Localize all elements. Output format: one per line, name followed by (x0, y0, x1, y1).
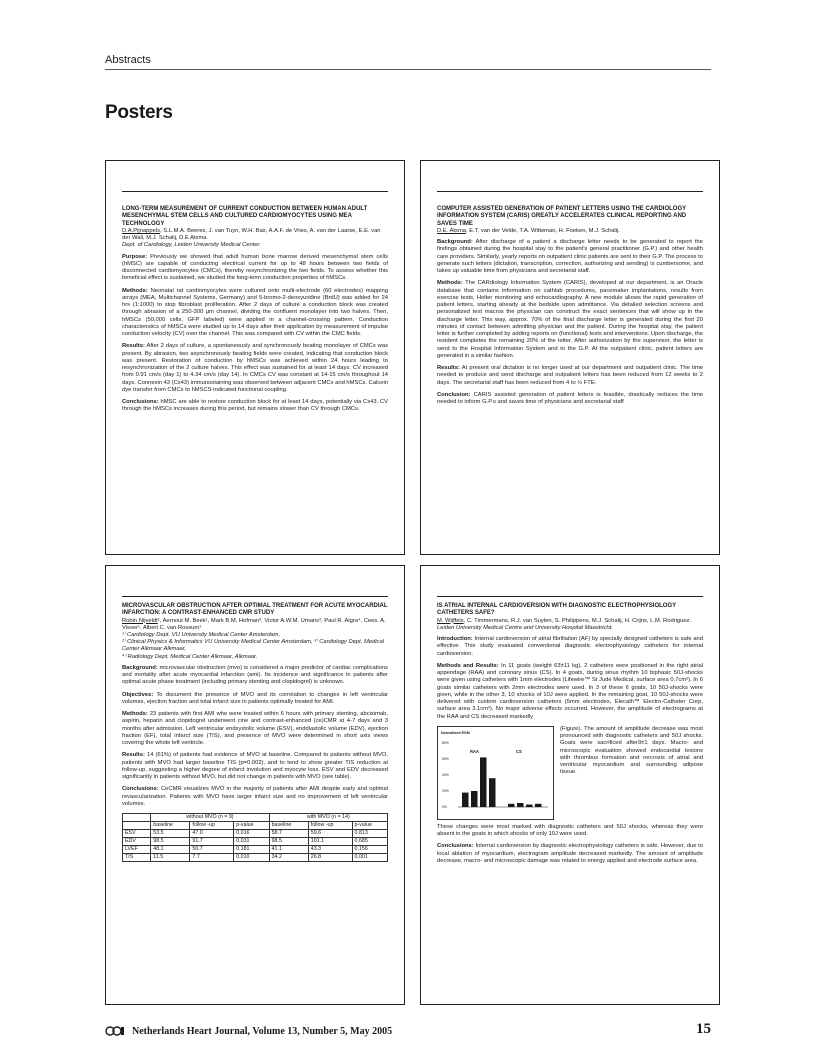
poster-authors: D.A.Pijnappels, S.L.M.A. Beeres, J. van Tuyn, W.H. Bax, A.A.F. de Vries, A. van der Laarse, E.E. van der Wall, M.J. Schalij, D.E Atsma. (122, 227, 381, 242)
chart-bar (471, 791, 478, 807)
chart-group-label: RAA (470, 748, 480, 754)
poster-conclusion: Conclusion: CARIS assisted generation of patient letters is feasible, drastically reduces the time needed to inform G.P.s and saves time of physicians and secretarial staff (437, 391, 703, 406)
poster-affiliation: ¹⁾ Cardiology Dept. VU University Medical Center Amsterdam, (122, 632, 281, 638)
chart-bar (508, 804, 515, 807)
poster-cardioversion (420, 565, 720, 1005)
poster-methods: Methods: Neonatal rat cardiomyocytes were cultured onto multi-electrode (60 electrodes) mapping arrays (MEA, Multichannel Systems, Germany) and 5-bromo-2-deoxyuridine (BrdU) was added for 24 hrs (1:1000) to stop fibroblast proliferation. After 2 days of culture a conduction block was created through abrasion of a 250-300 µm channel, dividing the confluent monolayer into two halves. Then, hMSCs (50,000 cells, GFP labeled) were applied in a channel-crossing pattern. Conduction characteristics of hMSCs were studied up to 14 days after their application by measurement of impulse conduction velocity (CV) over the channel. This was compared with CV within the CMC fields. (122, 287, 388, 337)
chart-bar (526, 804, 533, 806)
poster-title: MICROVASCULAR OBSTRUCTION AFTER OPTIMAL TREATMENT FOR ACUTE MYOCARDIAL INFARCTION: A CONTRAST-ENHANCED CMR STUDY (122, 603, 388, 617)
chart-bar (517, 803, 524, 807)
chart-ytick: 0% (442, 804, 447, 809)
table-row: ESV 53.5 47.0 0.016 58.7 59.6 0.813 (123, 830, 388, 838)
results-table (122, 813, 388, 862)
poster-figure-text: (Figure). The amount of amplitude decrease was most pronounced with diagnostic catheters and 50J shocks. Goats were sacrificed after9±1 days. Macro- and microscopic evaluation showed endocardial lesions with thrombus formation and necrosis of atrial and ventricular myocardium and surrounding adipose tissue. (560, 725, 703, 776)
poster-purpose: Purpose: Previously we showed that adult human bone marrow derived mesenchymal stem cells (hMSC) are capable of conducting electrical current for up to 48 hours between two fields of disconnected cardiomyocytes (CMCs), thereby resynchronizing the two fields. To assess whether this beneficial effect is sustained, we studied the long-term conduction properties of hMSCs. (122, 253, 388, 282)
table-col-header: p-value (352, 822, 387, 830)
table-col-header: follow -up (308, 822, 352, 830)
chart-ytick: 40% (442, 772, 449, 777)
poster-background: Background: microvascular obstruction (mvo) is considered a major predictor of cardiac complications and mortality after acute myocardial infarction (ami). Its incidence and significance in patients after optimal acute phase treatment (including primary stenting and clopidogrel) is unknown. (122, 664, 388, 686)
poster-introduction: Introduction: Internal cardioversion of atrial fibrillation (AF) by specially designed catheters is safe and effective. This study evaluated conventional diagnostic electrophysiology catheters for internal cardioversion. (437, 636, 703, 657)
table-col-header: baseline (151, 822, 190, 830)
section-label: Abstracts (105, 54, 151, 66)
poster-caris (420, 160, 720, 555)
table-group-header: with MVO (n = 14) (269, 814, 387, 822)
poster-conclusions: Conclusions: Internal cardioversion by diagnostic electrophysiology catheters is safe. However, due to local ablation of myocardium, electrogram amplitude decreased markedly. The amount of amplitude decrease, macro- and microscopic damage was related to energy applied and electrode surface area. (437, 843, 703, 864)
poster-methods: Methods: The CARdiology Information System (CARIS), developed at our department, is an Oracle database that contains information on cathlab procedures, pacemaker implantations, results from exercise tests, Holter monitoring and echocardiography. A new module allows the rapid generation of patient letters, starting already at the bedside upon admittance. Via detailed selection screens and personalized text macros the physician can construct the exact sentences that will show up in the discharge letter. This way, approx. 70% of the final discharge letter is generated during the first 20 minutes of contact between admitting physician and the patient. During the hospital stay, the patient letter is further completed by adding reports on (functional) tests and interventions. Upon discharge, the resident completes the remaining 20% of the letter. After authorization by the supervisor, the letter is send to the Hospital Information System and to the G.P. At the outpatient clinic, patient letters are generated in a similar fashion. (437, 280, 703, 359)
poster-affiliation: ⁴⁾ Radiology Dept. Medical Center Alkmaar, Alkmaar. (122, 653, 258, 660)
page-title: Posters (105, 102, 173, 123)
poster-title: COMPUTER ASSISTED GENERATION OF PATIENT LETTERS USING THE CARDIOLOGY INFORMATION SYSTEM (CARIS) GREATLY ACCELERATES CLINICAL REPORTING AND SAVES TIME (437, 206, 687, 227)
chart-bar (462, 792, 469, 806)
poster-objectives: Objectives: To document the presence of MVO and its correlation to changes in left ventricular volumes, ejection fraction and total infarct size in patients optimally treated for AMI. (122, 691, 388, 705)
footer-journal: Netherlands Heart Journal, Volume 13, Number 5, May 2005 (132, 1026, 393, 1037)
table-corner (123, 822, 151, 830)
poster-stem-cells (105, 160, 405, 555)
table-row: LVEF 48.1 50.7 0.181 41.1 43.3 0.156 (123, 846, 388, 854)
chart-ytick: 60% (442, 756, 449, 761)
table-col-header: baseline (269, 822, 308, 830)
chart-bar (480, 757, 487, 807)
egm-bar-chart (437, 726, 554, 820)
poster-affiliation: ²⁾ Clinical Physics & Informatics VU University Medical Center Amsterdam, ³⁾ Cardiology Dept. Medical Center Alkmaar Alkmaar, (122, 639, 384, 653)
poster-observations: These changes were most marked with diagnostic catheters and 50J shocks, whereas they were absent in the goats in which shocks of only 10J were used. (437, 823, 703, 837)
poster-conclusions: Conclusions: hMSC are able to restore conduction block for at least 14 days, potentially via Cx43. CV through the hMSCs increases during this period, but remains slower than CV through CMCs. (122, 399, 388, 413)
table-row: EDV 98.5 91.7 0.031 98.5 101.1 0.685 (123, 838, 388, 846)
table-col-header: follow -up (190, 822, 234, 830)
chart-bar (535, 804, 542, 807)
egm-chart-svg (438, 727, 553, 819)
table-row: TIS 11.5 7.7 0.010 34.2 26.8 0.001 (123, 854, 388, 862)
poster-affiliation: Leiden University Medical Centre and University Hospital Maastricht. (437, 624, 613, 631)
poster-results: Results: After 2 days of culture, a spontaneously and synchronously beating monolayer of CMCs was present. By abrasion, two asynchronously beating fields were created, indicating that conduction block was present. Restoration of conduction by hMSCs was achieved within 24 hours leading to resynchronization of the 2 culture halves. This effect was sustained for at least 14 days. CV increased from 0.91 cm/s (day 1) to 4.34 cm/s (day 14). In CMCs CV was constant at 14-15 cm/s throughout 14 days. Connexin 43 (Cx43) immunostaining was observed between adjacent CMCs and hMSCs. Calcein dye transfer from CMCs to hMSCS indicated functional coupling. (122, 343, 388, 393)
poster-affiliation: Dept. of Cardiology, Leiden University Medical Center. (122, 242, 261, 249)
journal-logo-icon (105, 1024, 125, 1038)
poster-results: Results: At present oral dictation is no longer used at our department and outpatient clinic. The time needed to produce and send discharge and outpatient letters has been reduced from 12 weeks to 2 days. The secretarial staff has been reduced from 4 to ½ FTE. (437, 365, 703, 386)
poster-methods: Methods: 23 patients with first AMI who were treated within 6 hours with primary stenting, abciximab, aspirin, heparin and clopidogrel underwent cine and contrast-enhanced (ce)CMR at 4-7 days and 3 months after admission. Left ventricular endsystolic volume (ESV), enddiastolic volume (EDV), ejection fraction (EF), total infarct size (TIS), and presence of MVO were determined in short axis views covering the whole left ventricle. (122, 711, 388, 747)
poster-title: IS ATRIAL INTERNAL CARDIOVERSION WITH DIAGNOSTIC ELECTROPHYSIOLOGY CATHETERS SAFE? (437, 603, 677, 617)
header-rule (105, 69, 711, 70)
table-col-header: p-value (234, 822, 269, 830)
table-corner (123, 814, 151, 822)
chart-group-label: CS (516, 748, 522, 754)
poster-background: Background: After discharge of a patient a discharge letter needs to be generated to report the findings obtained during the hospital stay to the patient's general practitioner (G.P.) and other health care providers. Similarly, yearly reports on outpatient clinic patients are sent to their G.P. The process to generate such letters (dictation, transcription, correction, authorizing and sending) is cumbersome, and takes up valuable time from physicians and secretarial staff. (437, 239, 703, 275)
chart-ylabel: Normalised EGM (441, 730, 470, 735)
page-number: 15 (696, 1021, 711, 1037)
poster-authors: D.E. Atsma, E.T. van der Velde, T.A. Witteman, H. Foeken, M.J. Schalij. (437, 227, 620, 234)
poster-microvascular (105, 565, 405, 1005)
chart-ytick: 80% (442, 740, 449, 745)
poster-methods-results: Methods and Results: In 11 goats (weight 63±11 kg), 2 catheters were positioned in the right atrial appendage (RAA) and coronary sinus (CS). In 4 goats, during sinus rhythm 10 biphasic 50J-shocks were given using catheters with 1mm electrodes (Lifewire™ St Jude Medical, surface area 0.7cm²). In 6 goats similar catheters with 2mm electrodes were used. In 3 of these 6 goats, 10 50J-shocks were given, while in the other 3, 10 shocks of 10J were applied. In the remaining goat, 10 50J-shocks were delivered with custom cardioversion catheters (5mm electrodes, Elecath™ Electro-Catheter Corp, surface area 3.1cm²). No major adverse effects occurred. However, the amplitude of electrograms at the RAA and CS decreased markedly (437, 662, 703, 720)
chart-bar (489, 778, 496, 807)
poster-authors: M. Wijffels, C. Timmermans, R.J. van Suylen, S. Philippens, M.J. Schalij, H. Crijns, L.M. Rodriguez. (437, 617, 692, 624)
poster-authors: Robin Nijveldt¹, Aernout M. Beek¹, Mark B.M. Hofman², Victor A.W.M. Umans³, Paul R. Algra⁴, Cees. A. Visser¹, Albert C. van Rossum¹ (122, 617, 386, 631)
chart-ytick: 20% (442, 788, 449, 793)
poster-title: LONG-TERM MEASUREMENT OF CURRENT CONDUCTION BETWEEN HUMAN ADULT MESENCHYMAL STEM CELLS AND CULTURED CARDIOMYOCYTES USING MEA TECHNOLOGY (122, 206, 368, 227)
poster-conclusions: Conclusions: CeCMR visualizes MVO in the majority of patients after AMI despite early and optimal revascularization. Patients with MVO have larger infarct size and no improvement of left ventricular volumes. (122, 786, 388, 807)
poster-results: Results: 14 (61%) of patients had evidence of MVO at baseline. Compared to patients without MVO, patients with MVO had larger baseline TIS (p=0.002), and to tend to show greater TIS reduction at follow-up, suggesting a higher degree of infarct involution and myocyte loss. ESV and EDV decreased significantly in patients without MVO, but did not change in patients with MVO (see table). (122, 752, 388, 781)
table-group-header: without MVO (n = 9) (151, 814, 269, 822)
